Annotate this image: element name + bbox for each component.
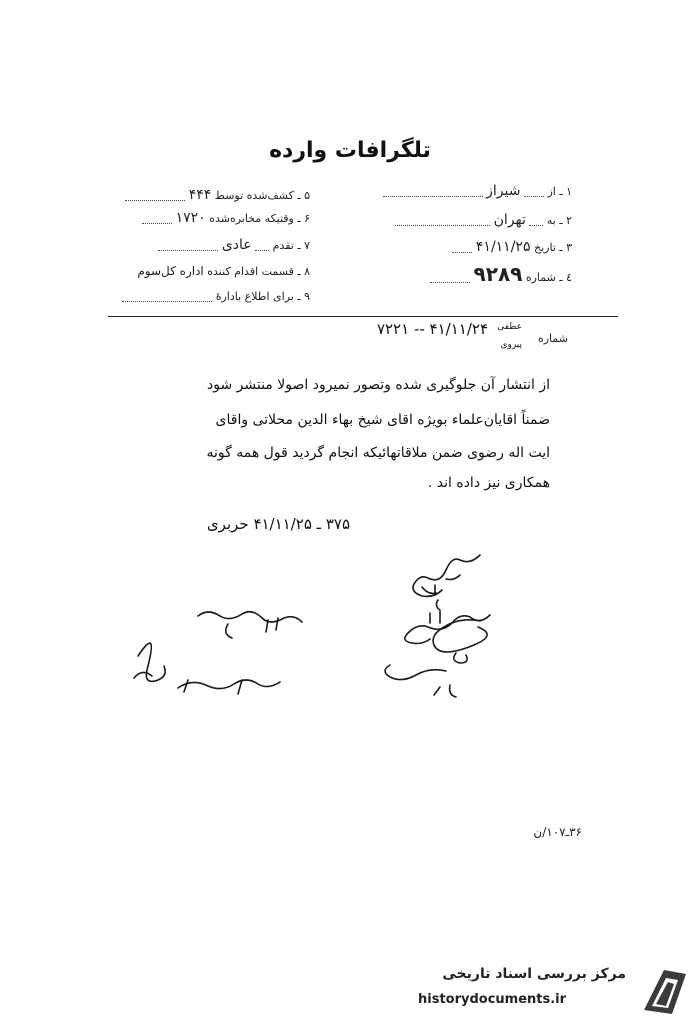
archive-logo-icon bbox=[634, 962, 694, 1026]
dots bbox=[395, 216, 490, 226]
field-date bbox=[452, 239, 572, 255]
dots bbox=[122, 292, 212, 302]
dots bbox=[529, 216, 543, 226]
field-date-label: ۳ ـ تاریخ bbox=[533, 241, 572, 254]
field-for-information bbox=[122, 290, 310, 303]
watermark-line-2: historydocuments.ir bbox=[418, 992, 567, 1007]
dots bbox=[452, 243, 472, 253]
body-line-4: همکاری نیز داده اند . bbox=[427, 475, 550, 491]
field-to-value: تهران bbox=[493, 212, 526, 228]
field-number bbox=[430, 262, 572, 286]
dots bbox=[255, 241, 269, 251]
handwritten-annotation-right bbox=[360, 545, 530, 719]
document-title: تلگرافات وارده bbox=[269, 138, 431, 163]
field-from-label: ۱ ـ از bbox=[547, 185, 572, 198]
field-transmitted-at-label: ۶ ـ وقتیکه مخابره‌شده bbox=[209, 212, 310, 225]
handwritten-annotation-left bbox=[118, 600, 358, 724]
sign-off: ۳۷۵ ـ ۴۱/۱۱/۲۵ حربری bbox=[206, 515, 350, 533]
field-number-value: ۹۲۸۹ bbox=[473, 262, 523, 286]
ref-sub-top: عطفی bbox=[497, 322, 522, 332]
ref-value: ۴۱/۱۱/۲۴ -- ۷۲۲۱ bbox=[376, 320, 488, 338]
header-divider bbox=[108, 316, 618, 317]
field-to bbox=[395, 212, 572, 228]
ref-label: شماره bbox=[537, 332, 568, 345]
field-to-label: ۲ ـ به bbox=[546, 214, 572, 227]
dots bbox=[125, 191, 185, 201]
dots bbox=[524, 187, 544, 197]
body-line-3: ایت اله رضوی ضمن ملاقاتهائیکه انجام گردید قول همه گونه bbox=[206, 445, 550, 461]
field-priority bbox=[158, 237, 310, 253]
watermark-line-1: مرکز بررسی اسناد تاریخی bbox=[442, 966, 626, 982]
watermark bbox=[400, 956, 700, 1027]
field-action-department-label: ۸ ـ قسمت اقدام کننده bbox=[207, 265, 310, 278]
field-number-label: ٤ ـ شماره bbox=[525, 271, 572, 284]
body-line-1: از انتشار آن جلوگیری شده وتصور نمیرود اصولا منتشر شود bbox=[207, 377, 550, 393]
field-transmitted-at-value: ۱۷۲۰ bbox=[175, 210, 206, 226]
field-transmitted-at bbox=[142, 210, 310, 226]
field-action-department-value: اداره کل‌سوم bbox=[137, 264, 204, 278]
dots bbox=[430, 273, 470, 283]
dots bbox=[158, 241, 218, 251]
ref-sub-bottom: پیروی bbox=[500, 340, 522, 350]
field-decoded-by bbox=[125, 187, 310, 203]
body-line-2: ضمناً اقایان‌علماء بویژه اقای شیخ بهاء الدین محلاتی واقای bbox=[215, 412, 550, 428]
footer-code: ۳۶ـ۱۰۷/ن bbox=[533, 825, 582, 839]
field-priority-label: ۷ ـ تقدم bbox=[272, 239, 310, 252]
dots bbox=[383, 187, 483, 197]
field-priority-value: عادی bbox=[221, 237, 252, 253]
dots bbox=[142, 214, 172, 224]
field-decoded-by-label: ۵ ـ کشف‌شده توسط bbox=[214, 189, 310, 202]
field-decoded-by-value: ۴۴۴ bbox=[188, 187, 212, 203]
field-action-department bbox=[137, 264, 310, 278]
field-from bbox=[383, 183, 572, 199]
field-for-information-label: ۹ ـ برای اطلاع بادارهٔ bbox=[215, 290, 310, 303]
field-date-value: ۴۱/۱۱/۲۵ bbox=[475, 239, 531, 255]
field-from-value: شیراز bbox=[486, 183, 521, 199]
